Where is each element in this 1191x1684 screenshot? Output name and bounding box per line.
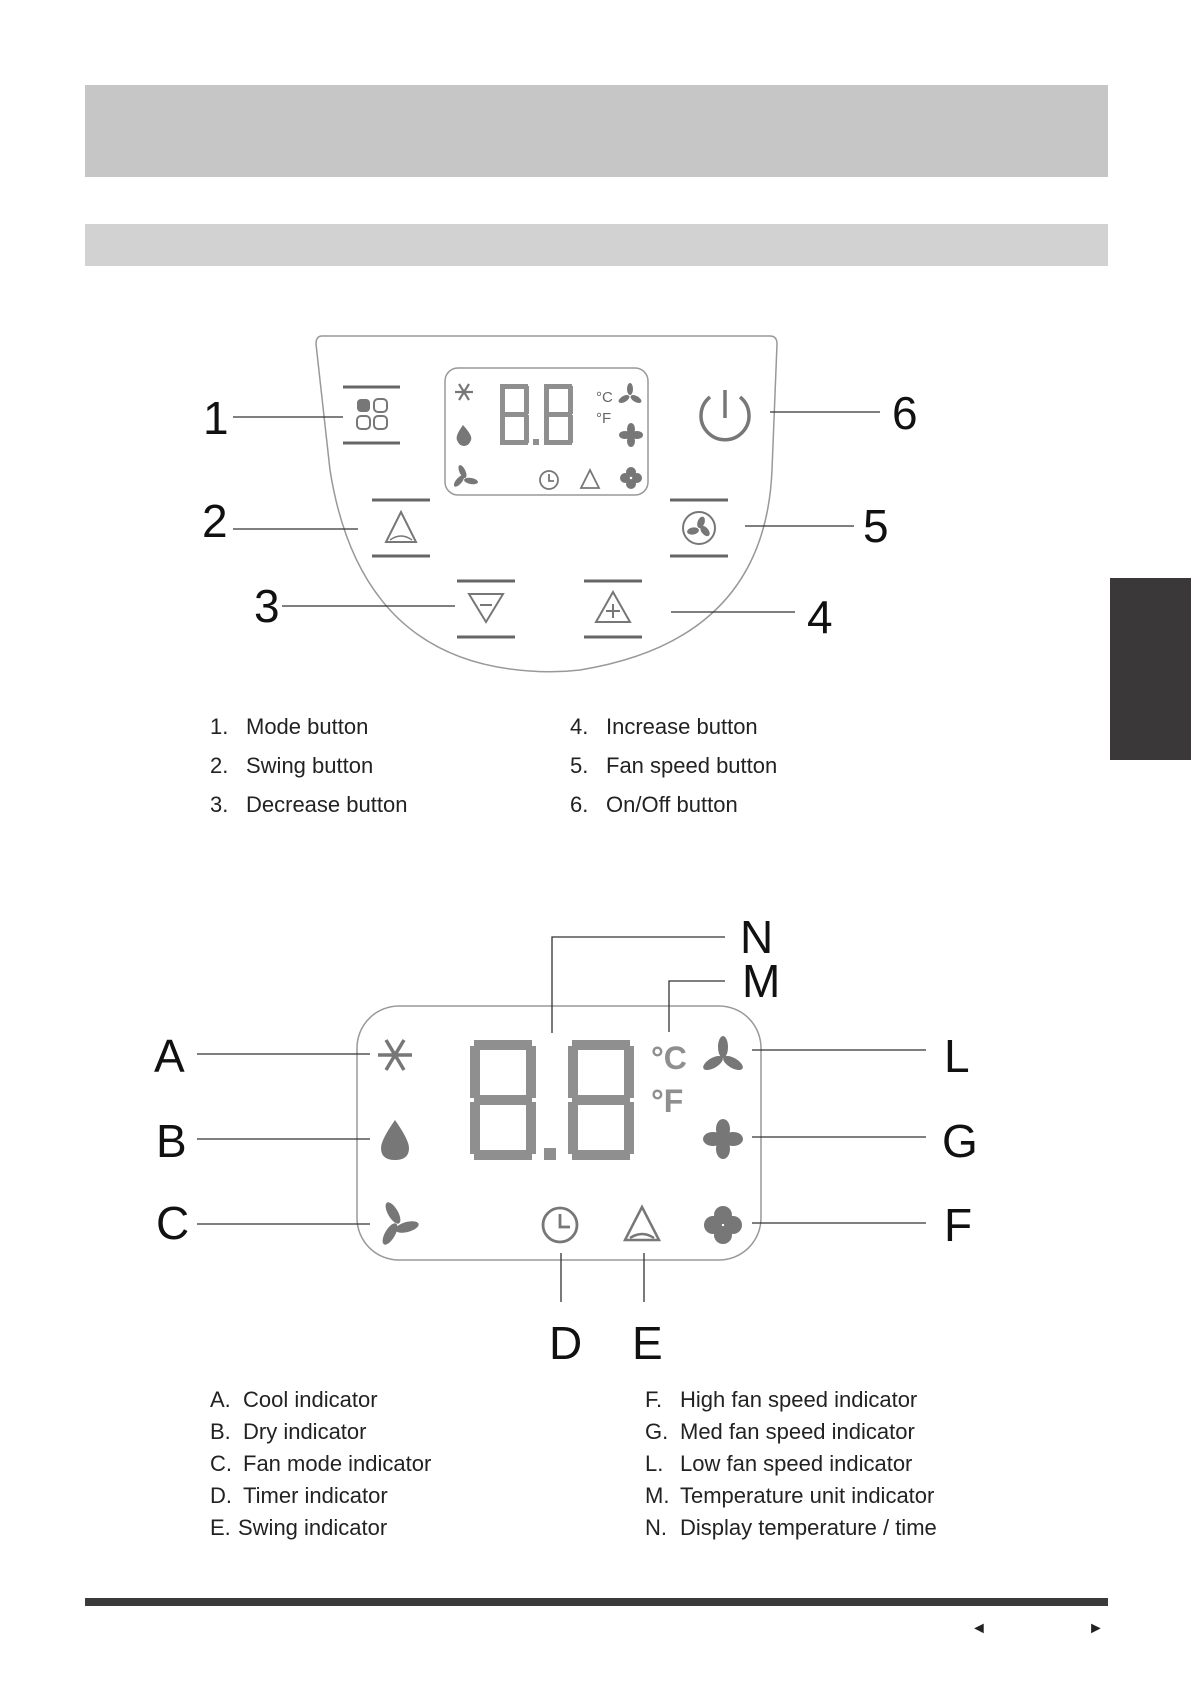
callout-B: B [156, 1115, 187, 1167]
decrease-button[interactable] [457, 581, 515, 637]
callout-2: 2 [202, 495, 228, 547]
large-unit-c: °C [651, 1040, 687, 1076]
small-unit-c: °C [596, 389, 613, 406]
legend-indicator-L: L. Low fan speed indicator [645, 1451, 913, 1476]
timer-indicator-icon [543, 1208, 577, 1242]
high-fan-indicator-icon [704, 1206, 742, 1244]
callout-4: 4 [807, 591, 833, 643]
small-high-fan-icon [620, 467, 642, 489]
display-leader-lines [197, 937, 926, 1302]
callout-6: 6 [892, 387, 918, 439]
swing-indicator-icon [625, 1207, 659, 1240]
legend-indicator-B: B. Dry indicator [210, 1419, 367, 1444]
small-low-fan-icon [617, 383, 642, 405]
small-digits [500, 384, 573, 445]
power-button[interactable] [701, 390, 749, 440]
legend-indicator-C: C. Fan mode indicator [210, 1451, 432, 1476]
legend-indicator-D: D. Timer indicator [210, 1483, 388, 1508]
prev-page-arrow[interactable]: ◄ [971, 1620, 987, 1637]
legend-indicator-G: G. Med fan speed indicator [645, 1419, 915, 1444]
callout-N: N [740, 911, 774, 963]
callout-A: A [154, 1030, 185, 1082]
next-page-arrow[interactable]: ► [1088, 1620, 1104, 1637]
callout-L: L [944, 1030, 970, 1082]
legend-indicator-E: E. Swing indicator [210, 1515, 388, 1540]
increase-button[interactable] [584, 581, 642, 637]
legend-button-1: 1. Mode button [210, 714, 369, 739]
callout-E: E [632, 1317, 663, 1369]
fan-mode-indicator-icon [380, 1200, 420, 1247]
legend-button-2: 2. Swing button [210, 753, 374, 778]
large-unit-f: °F [651, 1083, 684, 1119]
fan-speed-button[interactable] [670, 500, 728, 556]
small-snowflake-icon [455, 384, 473, 400]
legend-indicator-A: A. Cool indicator [210, 1387, 378, 1412]
callout-1: 1 [203, 392, 229, 444]
small-timer-icon [540, 471, 558, 489]
small-swing-icon [581, 470, 599, 488]
callout-F: F [944, 1199, 973, 1251]
legend-button-5: 5. Fan speed button [570, 753, 778, 778]
callout-3: 3 [254, 580, 280, 632]
legend-indicator-F: F. High fan speed indicator [645, 1387, 918, 1412]
callout-M: M [742, 955, 781, 1007]
mode-button[interactable] [343, 387, 400, 443]
small-med-fan-icon [619, 423, 643, 447]
callout-D: D [549, 1317, 583, 1369]
footer-rule [85, 1598, 1108, 1606]
callout-C: C [156, 1197, 190, 1249]
legend-indicator-N: N. Display temperature / time [645, 1515, 937, 1540]
legend-indicator-M: M. Temperature unit indicator [645, 1483, 935, 1508]
large-digits [470, 1040, 634, 1160]
legend-button-4: 4. Increase button [570, 714, 758, 739]
callout-G: G [942, 1115, 978, 1167]
small-fan-mode-icon [452, 464, 478, 488]
low-fan-indicator-icon [701, 1036, 745, 1073]
legend-button-3: 3. Decrease button [210, 792, 408, 817]
legend-button-6: 6. On/Off button [570, 792, 738, 817]
callout-5: 5 [863, 500, 889, 552]
small-drop-icon [457, 425, 472, 446]
med-fan-indicator-icon [703, 1119, 743, 1159]
dry-indicator-icon [381, 1120, 409, 1160]
swing-button[interactable] [372, 500, 430, 556]
cool-indicator-icon [378, 1040, 412, 1070]
small-unit-f: °F [596, 410, 612, 427]
